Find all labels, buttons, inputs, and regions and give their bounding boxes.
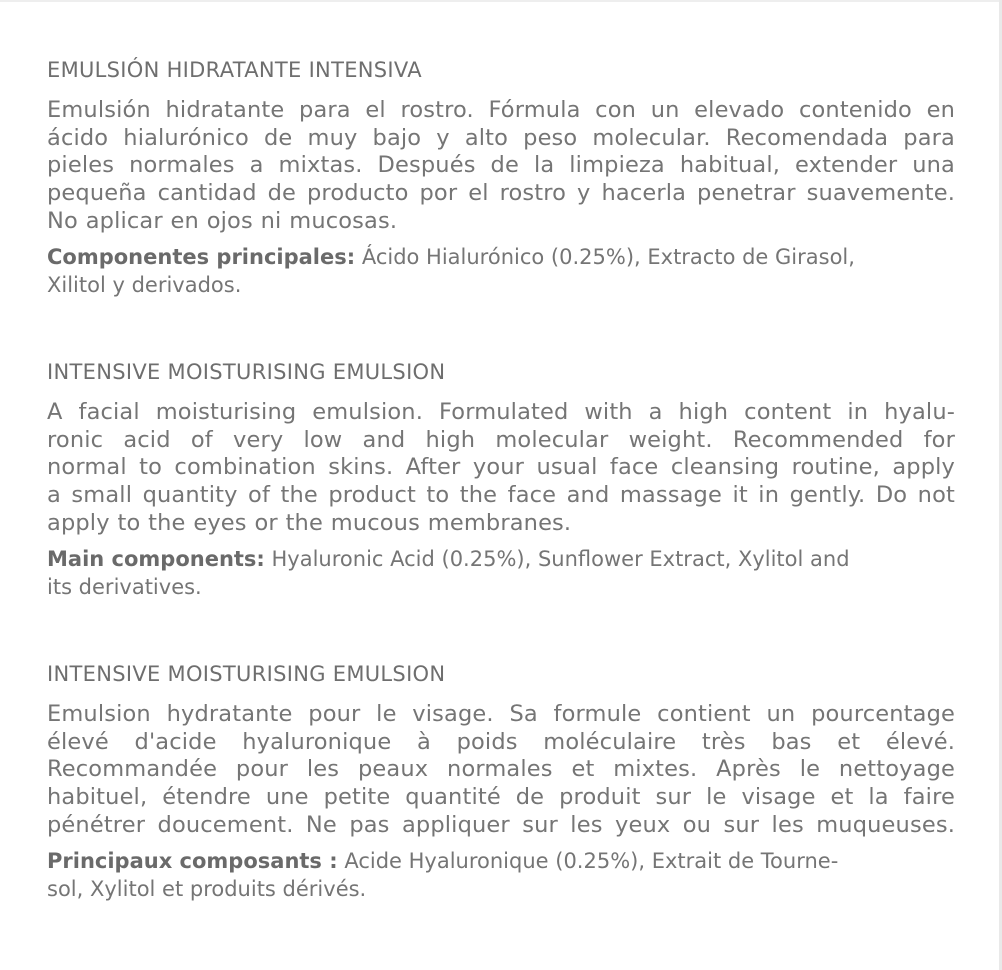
description-line: habituel, étendre une petite quantité de produit sur le visage et la faire — [47, 784, 955, 811]
description-line: No aplicar en ojos ni mucosas. — [47, 207, 398, 234]
description-line: apply to the eyes or the mucous membranes. — [47, 509, 572, 536]
components-line: Xilitol y derivados. — [47, 272, 242, 297]
description-line: pequeña cantidad de producto por el rostro y hacerla penetrar suavemente. — [47, 180, 955, 207]
section-description — [47, 97, 955, 235]
section-heading: INTENSIVE MOISTURISING EMULSION — [47, 360, 446, 384]
top-edge — [0, 0, 1002, 2]
section-heading: INTENSIVE MOISTURISING EMULSION — [47, 662, 446, 686]
components-block — [47, 848, 955, 903]
description-line: pieles normales a mixtas. Después de la limpieza habitual, extender una — [47, 152, 955, 179]
components-block — [47, 244, 955, 299]
components-block — [47, 546, 955, 601]
components-label: Componentes principales: — [47, 245, 356, 270]
description-line: normal to combination skins. After your usual face cleansing routine, apply — [47, 454, 955, 481]
components-text: Hyaluronic Acid (0.25%), Sunflower Extract, Xylitol and — [264, 547, 850, 572]
description-line: élevé d'acide hyaluronique à poids moléculaire très bas et élevé. — [47, 728, 955, 755]
section-english — [47, 359, 955, 601]
description-line: ácido hialurónico de muy bajo y alto peso molecular. Recomendada para — [47, 124, 955, 151]
description-line: ronic acid of very low and high molecular weight. Recommended for — [47, 426, 955, 453]
section-french — [47, 661, 955, 903]
section-heading: EMULSIÓN HIDRATANTE INTENSIVA — [47, 58, 422, 82]
section-description — [47, 701, 955, 839]
description-line: A facial moisturising emulsion. Formulated with a high content in hyalu- — [47, 399, 955, 425]
components-line: sol, Xylitol et produits dérivés. — [47, 876, 367, 901]
description-line: Emulsion hydratante pour le visage. Sa formule contient un pourcentage — [47, 701, 955, 727]
description-line: a small quantity of the product to the face and massage it in gently. Do not — [47, 482, 955, 509]
components-text: Acide Hyaluronique (0.25%), Extrait de Tourne- — [337, 849, 839, 874]
section-spanish — [47, 57, 955, 299]
components-label: Main components: — [47, 547, 265, 572]
components-label: Principaux composants : — [47, 849, 338, 874]
components-line — [47, 244, 955, 272]
components-text: Ácido Hialurónico (0.25%), Extracto de Girasol, — [355, 245, 855, 270]
section-description — [47, 399, 955, 537]
description-line: pénétrer doucement. Ne pas appliquer sur les yeux ou sur les muqueuses. — [47, 811, 955, 838]
components-line — [47, 546, 955, 574]
components-line — [47, 848, 955, 876]
components-line: its derivatives. — [47, 574, 202, 599]
description-line: Emulsión hidratante para el rostro. Fórmula con un elevado contenido en — [47, 97, 955, 123]
description-line: Recommandée pour les peaux normales et mixtes. Après le nettoyage — [47, 756, 955, 783]
